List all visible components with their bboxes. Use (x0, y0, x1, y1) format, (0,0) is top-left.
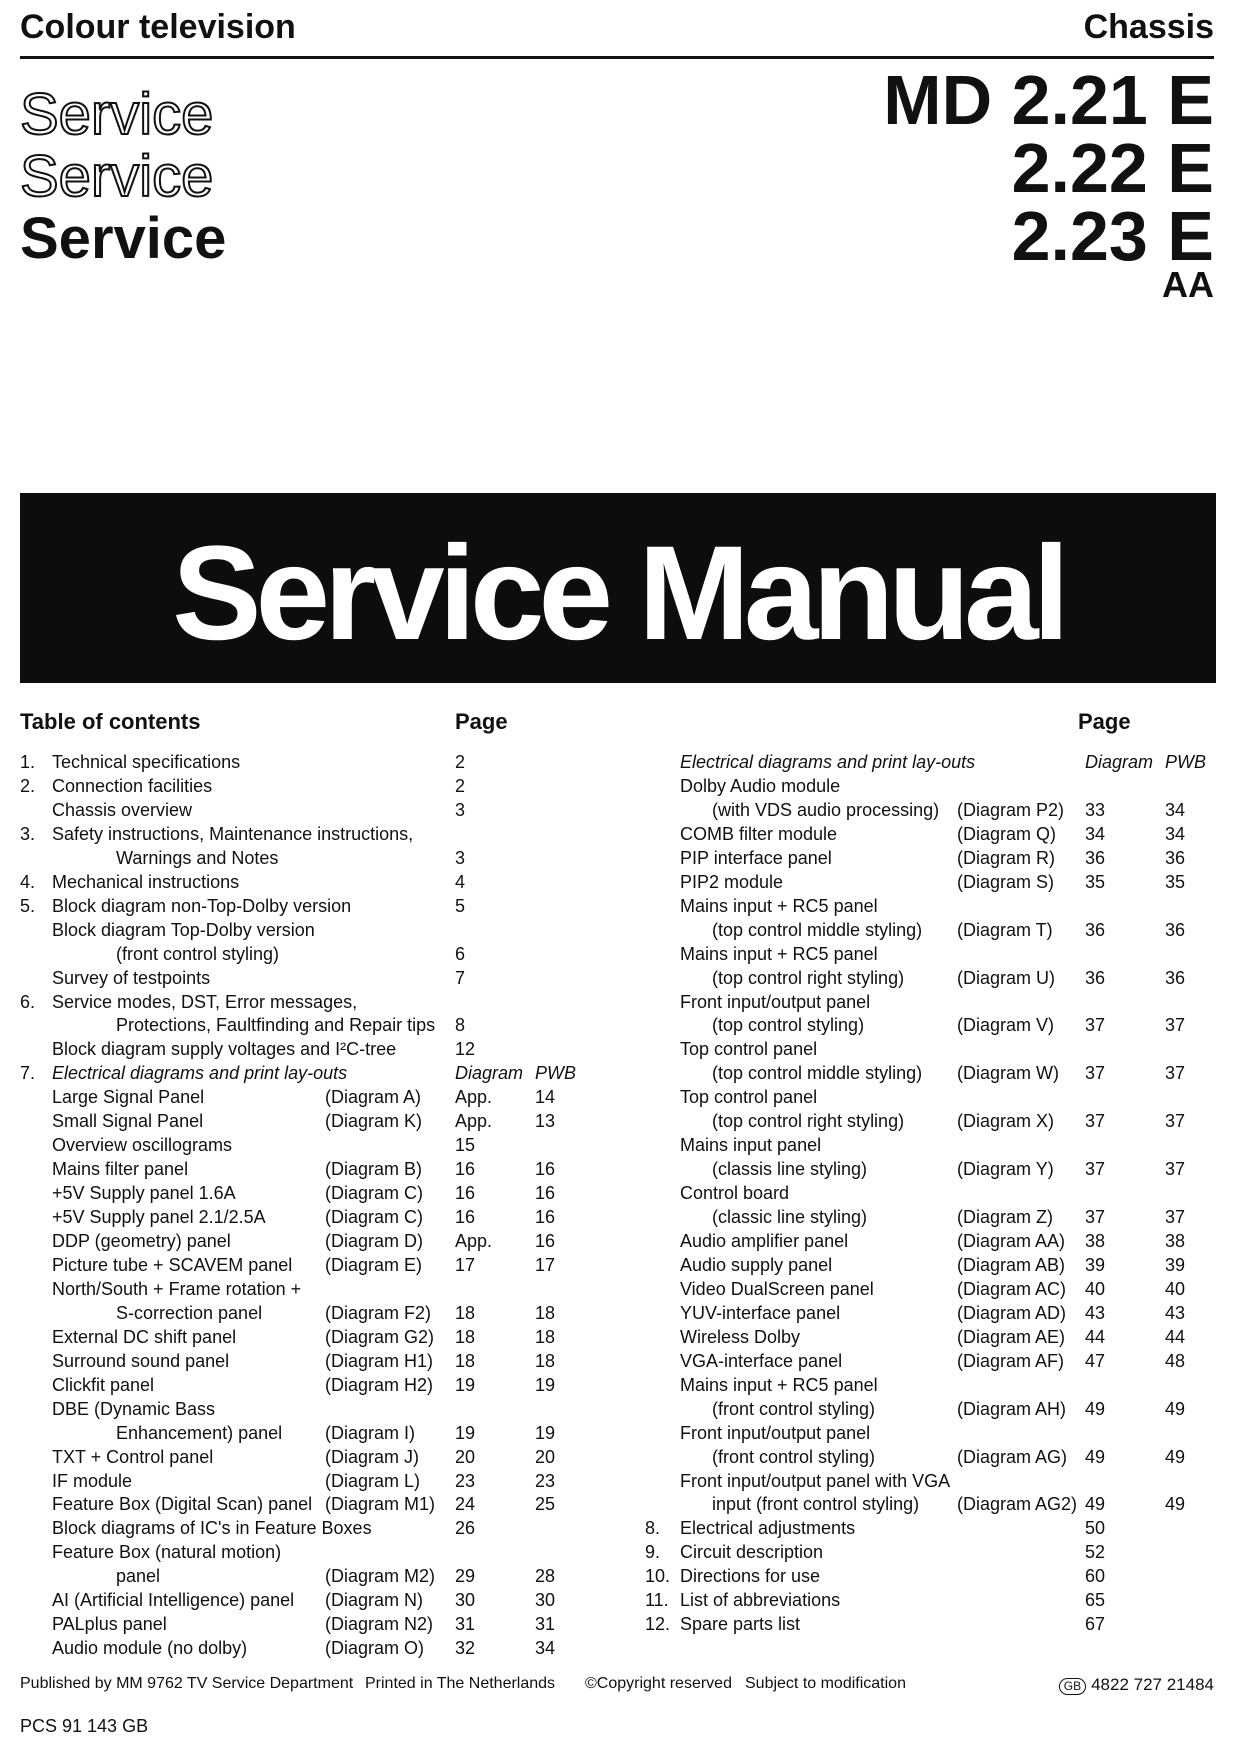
toc-entry-page: 65 (1085, 1590, 1106, 1611)
toc-entry-diagram: (Diagram AH) (957, 1398, 1067, 1419)
toc-entry-title: Electrical adjustments (680, 1518, 856, 1539)
toc-entry-title: Small Signal Panel (52, 1111, 204, 1132)
toc-entry-title: Top control panel (680, 1039, 818, 1060)
toc-entry-diagram: (Diagram O) (325, 1638, 425, 1659)
toc-entry-page: 37 (1085, 1015, 1106, 1036)
toc-entry-page: 15 (455, 1135, 476, 1156)
toc-entry-diagram: (Diagram I) (325, 1422, 416, 1443)
toc-entry-title: Audio module (no dolby) (52, 1638, 248, 1659)
toc-entry-title: (top control middle styling) (712, 919, 923, 940)
toc-entry-diagram: (Diagram M2) (325, 1566, 436, 1587)
toc-entry-page: 19 (455, 1374, 476, 1395)
toc-entry-pwb: 19 (535, 1374, 556, 1395)
toc-entry-pwb: 37 (1165, 1111, 1186, 1132)
toc-entry-page: 16 (455, 1183, 476, 1204)
header-left-title: Colour television (20, 8, 296, 46)
toc-entry-diagram: (Diagram G2) (325, 1326, 435, 1347)
toc-entry-page: 24 (455, 1494, 476, 1515)
toc-entry-number: 3. (20, 823, 36, 844)
toc-entry-diagram: (Diagram S) (957, 871, 1055, 892)
toc-entry-title: Mains input panel (680, 1135, 822, 1156)
toc-entry-title: DBE (Dynamic Bass (52, 1398, 216, 1419)
toc-entry-title: Connection facilities (52, 775, 213, 796)
toc-entry-title: North/South + Frame rotation + (52, 1278, 302, 1299)
toc-entry-title: Front input/output panel with VGA (680, 1470, 951, 1491)
model-suffix: AA (1162, 264, 1214, 305)
toc-entry-title: Electrical diagrams and print lay-outs (680, 752, 976, 772)
toc-entry-page: 18 (455, 1350, 476, 1371)
toc-entry-diagram: (Diagram P2) (957, 799, 1065, 820)
toc-entry-page: 18 (455, 1302, 476, 1323)
toc-entry-page: 60 (1085, 1566, 1106, 1587)
toc-entry-title: Service modes, DST, Error messages, (52, 991, 358, 1012)
toc-entry-page: 36 (1085, 919, 1106, 940)
toc-entry-page: 30 (455, 1590, 476, 1611)
toc-entry-diagram: (Diagram H1) (325, 1350, 434, 1371)
toc-entry-page: 49 (1085, 1398, 1106, 1419)
toc-entry-title: (classis line styling) (712, 1159, 868, 1180)
toc-entry-page: 47 (1085, 1350, 1106, 1371)
toc-entry-page: 37 (1085, 1063, 1106, 1084)
toc-entry-title: COMB filter module (680, 823, 838, 844)
toc-entry-pwb: 30 (535, 1590, 556, 1611)
toc-entry-pwb: 49 (1165, 1398, 1186, 1419)
toc-entry-title: Front input/output panel (680, 991, 871, 1012)
service-manual-banner: Service Manual (20, 493, 1216, 683)
toc-entry-pwb: 44 (1165, 1326, 1186, 1347)
toc-entry-title: Overview oscillograms (52, 1135, 233, 1156)
toc-entry-diagram: (Diagram M1) (325, 1494, 436, 1515)
toc-entry-diagram: (Diagram E) (325, 1254, 423, 1275)
toc-entry-pwb: PWB (535, 1063, 577, 1084)
toc-entry-page: 33 (1085, 799, 1106, 820)
toc-entry-diagram: (Diagram J) (325, 1446, 420, 1467)
footer-published: Published by MM 9762 TV Service Department (20, 1675, 354, 1692)
toc-entry-diagram: (Diagram T) (957, 919, 1053, 940)
toc-entry-pwb: 16 (535, 1183, 556, 1204)
toc-entry-diagram: (Diagram W) (957, 1063, 1059, 1084)
toc-entry-title: Control board (680, 1183, 790, 1204)
pcs-number: PCS 91 143 GB (20, 1716, 149, 1736)
toc-entry-title: (with VDS audio processing) (712, 799, 940, 820)
service-word-outline-1: Service (20, 82, 214, 147)
toc-entry-diagram: (Diagram AG) (957, 1446, 1068, 1467)
toc-entry-diagram: (Diagram X) (957, 1111, 1055, 1132)
toc-entry-diagram: (Diagram N2) (325, 1614, 434, 1635)
toc-entry-page: 36 (1085, 967, 1106, 988)
toc-entry-diagram: (Diagram AA) (957, 1231, 1066, 1251)
toc-entry-title: List of abbreviations (680, 1590, 841, 1611)
toc-entry-page: App. (455, 1087, 493, 1108)
toc-entry-diagram: (Diagram V) (957, 1015, 1055, 1036)
toc-entry-diagram: (Diagram K) (325, 1111, 423, 1132)
toc-entry-page: 3 (455, 847, 466, 868)
toc-entry-pwb: 36 (1165, 919, 1186, 940)
toc-entry-title: (front control styling) (712, 1446, 876, 1467)
footer-subject: Subject to modification (745, 1675, 906, 1692)
toc-entry-pwb: 40 (1165, 1278, 1186, 1299)
toc-entry-number: 7. (20, 1063, 36, 1084)
toc-entry-page: App. (455, 1231, 493, 1251)
toc-entry-title: Mains input + RC5 panel (680, 943, 878, 964)
toc-entry-pwb: 43 (1165, 1302, 1186, 1323)
toc-entry-title: Audio supply panel (680, 1254, 833, 1275)
toc-entry-title: Picture tube + SCAVEM panel (52, 1254, 293, 1275)
model-2-22: 2.22 E (1011, 129, 1214, 207)
toc-entry-diagram: (Diagram C) (325, 1183, 424, 1204)
toc-entry-title: Audio amplifier panel (680, 1231, 849, 1251)
toc-entry-diagram: (Diagram N) (325, 1590, 424, 1611)
toc-entry-page: 31 (455, 1614, 476, 1635)
toc-entry-number: 12. (645, 1614, 671, 1635)
toc-entry-page: 29 (455, 1566, 476, 1587)
toc-entry-pwb: 36 (1165, 847, 1186, 868)
toc-entry-page: 49 (1085, 1494, 1106, 1515)
toc-entry-pwb: 34 (1165, 799, 1186, 820)
toc-entry-title: Feature Box (natural motion) (52, 1542, 282, 1563)
toc-page-label-left: Page (455, 709, 508, 734)
toc-entry-diagram: (Diagram R) (957, 847, 1056, 868)
toc-entry-title: VGA-interface panel (680, 1350, 843, 1371)
toc-entry-title: Wireless Dolby (680, 1326, 801, 1347)
toc-entry-diagram: (Diagram AG2) (957, 1494, 1078, 1515)
toc-entry-page: 26 (455, 1518, 476, 1539)
footer-printed: Printed in The Netherlands (365, 1675, 556, 1692)
toc-entry-diagram: (Diagram Z) (957, 1207, 1054, 1228)
toc-entry-pwb: PWB (1165, 752, 1207, 772)
toc-entry-number: 8. (645, 1518, 661, 1539)
toc-entry-diagram: (Diagram C) (325, 1207, 424, 1228)
toc-entry-pwb: 16 (535, 1207, 556, 1228)
toc-entry-title: IF module (52, 1470, 133, 1491)
toc-entry-page: Diagram (1085, 752, 1154, 772)
toc-entry-pwb: 20 (535, 1446, 556, 1467)
toc-entry-number: 10. (645, 1566, 671, 1587)
toc-entry-title: Large Signal Panel (52, 1087, 205, 1108)
service-word-solid: Service (20, 206, 227, 271)
toc-entry-title: Block diagram supply voltages and I²C-tree (52, 1039, 397, 1060)
model-2-23: 2.23 E (1011, 197, 1214, 275)
toc-entry-diagram: (Diagram AC) (957, 1278, 1067, 1299)
toc-entry-title: Mains filter panel (52, 1159, 189, 1180)
model-md-2-21: MD 2.21 E (883, 61, 1214, 139)
toc-entry-title: Directions for use (680, 1566, 821, 1587)
toc-entry-title: S-correction panel (116, 1302, 263, 1323)
toc-entry-title: Mechanical instructions (52, 871, 240, 892)
toc-entry-pwb: 37 (1165, 1015, 1186, 1036)
toc-entry-pwb: 37 (1165, 1207, 1186, 1228)
toc-entry-number: 1. (20, 752, 36, 772)
toc-entry-title: (front control styling) (116, 943, 280, 964)
toc-entry-page: 19 (455, 1422, 476, 1443)
toc-entry-pwb: 16 (535, 1231, 556, 1251)
toc-entry-title: Chassis overview (52, 799, 193, 820)
toc-entry-diagram: (Diagram H2) (325, 1374, 434, 1395)
toc-entry-diagram: (Diagram F2) (325, 1302, 432, 1323)
toc-entry-title: DDP (geometry) panel (52, 1231, 231, 1251)
toc-entry-page: 12 (455, 1039, 476, 1060)
toc-entry-pwb: 28 (535, 1566, 556, 1587)
toc-entry-page: 37 (1085, 1111, 1106, 1132)
toc-entry-number: 6. (20, 991, 36, 1012)
toc-entry-title: Mains input + RC5 panel (680, 1374, 878, 1395)
toc-entry-title: YUV-interface panel (680, 1302, 841, 1323)
toc-entry-title: Dolby Audio module (680, 775, 841, 796)
toc-entry-number: 4. (20, 871, 36, 892)
toc-entry-diagram: (Diagram Q) (957, 823, 1057, 844)
toc-entry-page: 3 (455, 799, 466, 820)
toc-entry-page: 34 (1085, 823, 1106, 844)
toc-entry-pwb: 48 (1165, 1350, 1186, 1371)
toc-entry-number: 9. (645, 1542, 661, 1563)
toc-entry-title: Mains input + RC5 panel (680, 895, 878, 916)
toc-entry-title: (top control middle styling) (712, 1063, 923, 1084)
gb-badge: GB (1059, 1678, 1086, 1695)
toc-entry-page: App. (455, 1111, 493, 1132)
toc-entry-page: 2 (455, 775, 466, 796)
header-rule (20, 56, 1214, 59)
toc-entry-page: 6 (455, 943, 466, 964)
service-word-outline-2: Service (20, 144, 214, 209)
toc-entry-page: 35 (1085, 871, 1106, 892)
toc-entry-page: 18 (455, 1326, 476, 1347)
toc-entry-title: Feature Box (Digital Scan) panel (52, 1494, 313, 1515)
toc-entry-title: Top control panel (680, 1087, 818, 1108)
toc-entry-title: External DC shift panel (52, 1326, 237, 1347)
toc-entry-page: Diagram (455, 1063, 524, 1084)
footer-copyright: ©Copyright reserved (585, 1675, 732, 1692)
toc-entry-pwb: 34 (535, 1638, 556, 1659)
toc-entry-pwb: 49 (1165, 1446, 1186, 1467)
toc-entry-pwb: 18 (535, 1326, 556, 1347)
toc-entry-title: (top control right styling) (712, 1111, 905, 1132)
toc-entry-title: (classic line styling) (712, 1207, 868, 1228)
toc-page-label-right: Page (1078, 709, 1131, 734)
toc-entry-title: Block diagrams of IC's in Feature Boxes (52, 1518, 372, 1539)
toc-entry-title: PALplus panel (52, 1614, 167, 1635)
toc-entry-page: 49 (1085, 1446, 1106, 1467)
toc-entry-pwb: 31 (535, 1614, 556, 1635)
toc-entry-diagram: (Diagram Y) (957, 1159, 1054, 1180)
toc-entry-pwb: 13 (535, 1111, 556, 1132)
toc-entry-diagram: (Diagram A) (325, 1087, 422, 1108)
toc-entry-page: 5 (455, 895, 466, 916)
toc-entry-title: Video DualScreen panel (680, 1278, 874, 1299)
toc-entry-title: (top control right styling) (712, 967, 905, 988)
toc-entry-page: 43 (1085, 1302, 1106, 1323)
toc-entry-number: 5. (20, 895, 36, 916)
toc-entry-diagram: (Diagram D) (325, 1231, 424, 1251)
toc-entry-title: panel (116, 1566, 161, 1587)
toc-entry-page: 16 (455, 1207, 476, 1228)
toc-entry-page: 7 (455, 967, 466, 988)
toc-entry-pwb: 36 (1165, 967, 1186, 988)
toc-entry-page: 16 (455, 1159, 476, 1180)
toc-entry-pwb: 16 (535, 1159, 556, 1180)
toc-entry-title: Front input/output panel (680, 1422, 871, 1443)
toc-entry-pwb: 38 (1165, 1231, 1186, 1251)
toc-entry-page: 32 (455, 1638, 476, 1659)
toc-entry-page: 39 (1085, 1254, 1106, 1275)
toc-entry-page: 37 (1085, 1207, 1106, 1228)
toc-entry-title: Spare parts list (680, 1614, 801, 1635)
toc-entry-page: 52 (1085, 1542, 1106, 1563)
toc-entry-pwb: 39 (1165, 1254, 1186, 1275)
toc-entry-page: 20 (455, 1446, 476, 1467)
toc-entry-page: 4 (455, 871, 466, 892)
toc-entry-title: (top control styling) (712, 1015, 865, 1036)
toc-entry-title: (front control styling) (712, 1398, 876, 1419)
toc-entry-number: 2. (20, 775, 36, 796)
toc-entry-page: 17 (455, 1254, 476, 1275)
toc-entry-pwb: 19 (535, 1422, 556, 1443)
toc-entry-title: Survey of testpoints (52, 967, 211, 988)
toc-entry-page: 23 (455, 1470, 476, 1491)
toc-entry-pwb: 14 (535, 1087, 556, 1108)
toc-entry-title: PIP2 module (680, 871, 784, 892)
toc-entry-title: Protections, Faultfinding and Repair tips (116, 1015, 436, 1036)
toc-entry-pwb: 35 (1165, 871, 1186, 892)
footer-code-group (1059, 1675, 1214, 1695)
toc-entry-title: Warnings and Notes (116, 847, 279, 868)
toc-entry-pwb: 18 (535, 1302, 556, 1323)
toc-entry-pwb: 18 (535, 1350, 556, 1371)
toc-entry-title: input (front control styling) (712, 1494, 920, 1515)
toc-entry-title: Clickfit panel (52, 1374, 155, 1395)
toc-entry-diagram: (Diagram B) (325, 1159, 423, 1180)
header-right-title: Chassis (1083, 8, 1214, 46)
footer-code: 4822 727 21484 (1091, 1675, 1214, 1694)
toc-entry-title: +5V Supply panel 2.1/2.5A (52, 1207, 266, 1228)
toc-entry-number: 11. (645, 1590, 669, 1611)
toc-entry-diagram: (Diagram U) (957, 967, 1056, 988)
toc-entry-page: 37 (1085, 1159, 1106, 1180)
toc-entry-page: 2 (455, 752, 466, 772)
toc-entry-title: +5V Supply panel 1.6A (52, 1183, 236, 1204)
toc-entry-title: PIP interface panel (680, 847, 832, 868)
toc-entry-diagram: (Diagram AE) (957, 1326, 1066, 1347)
toc-entry-page: 40 (1085, 1278, 1106, 1299)
toc-entry-page: 36 (1085, 847, 1106, 868)
toc-entry-pwb: 49 (1165, 1494, 1186, 1515)
toc-entry-pwb: 37 (1165, 1063, 1186, 1084)
toc-entry-page: 44 (1085, 1326, 1106, 1347)
toc-title: Table of contents (20, 709, 201, 734)
toc-entry-title: Electrical diagrams and print lay-outs (52, 1063, 348, 1084)
toc-entry-page: 38 (1085, 1231, 1106, 1251)
toc-entry-diagram: (Diagram AB) (957, 1254, 1066, 1275)
toc-entry-title: AI (Artificial Intelligence) panel (52, 1590, 295, 1611)
toc-entry-title: Surround sound panel (52, 1350, 230, 1371)
toc-entry-page: 8 (455, 1015, 466, 1036)
toc-entry-pwb: 37 (1165, 1159, 1186, 1180)
toc-entry-diagram: (Diagram L) (325, 1470, 421, 1491)
toc-entry-title: Block diagram Top-Dolby version (52, 919, 315, 940)
toc-entry-page: 50 (1085, 1518, 1106, 1539)
toc-entry-pwb: 17 (535, 1254, 556, 1275)
toc-entry-pwb: 23 (535, 1470, 556, 1491)
toc-entry-page: 67 (1085, 1614, 1106, 1635)
toc-entry-title: Circuit description (680, 1542, 824, 1563)
toc-entry-title: TXT + Control panel (52, 1446, 214, 1467)
toc-entry-title: Enhancement) panel (116, 1422, 283, 1443)
toc-entry-diagram: (Diagram AD) (957, 1302, 1067, 1323)
toc-entry-title: Technical specifications (52, 752, 241, 772)
toc-entry-pwb: 25 (535, 1494, 556, 1515)
toc-entry-title: Safety instructions, Maintenance instructions, (52, 823, 414, 844)
toc-entry-pwb: 34 (1165, 823, 1186, 844)
toc-entry-diagram: (Diagram AF) (957, 1350, 1065, 1371)
toc-entry-title: Block diagram non-Top-Dolby version (52, 895, 352, 916)
